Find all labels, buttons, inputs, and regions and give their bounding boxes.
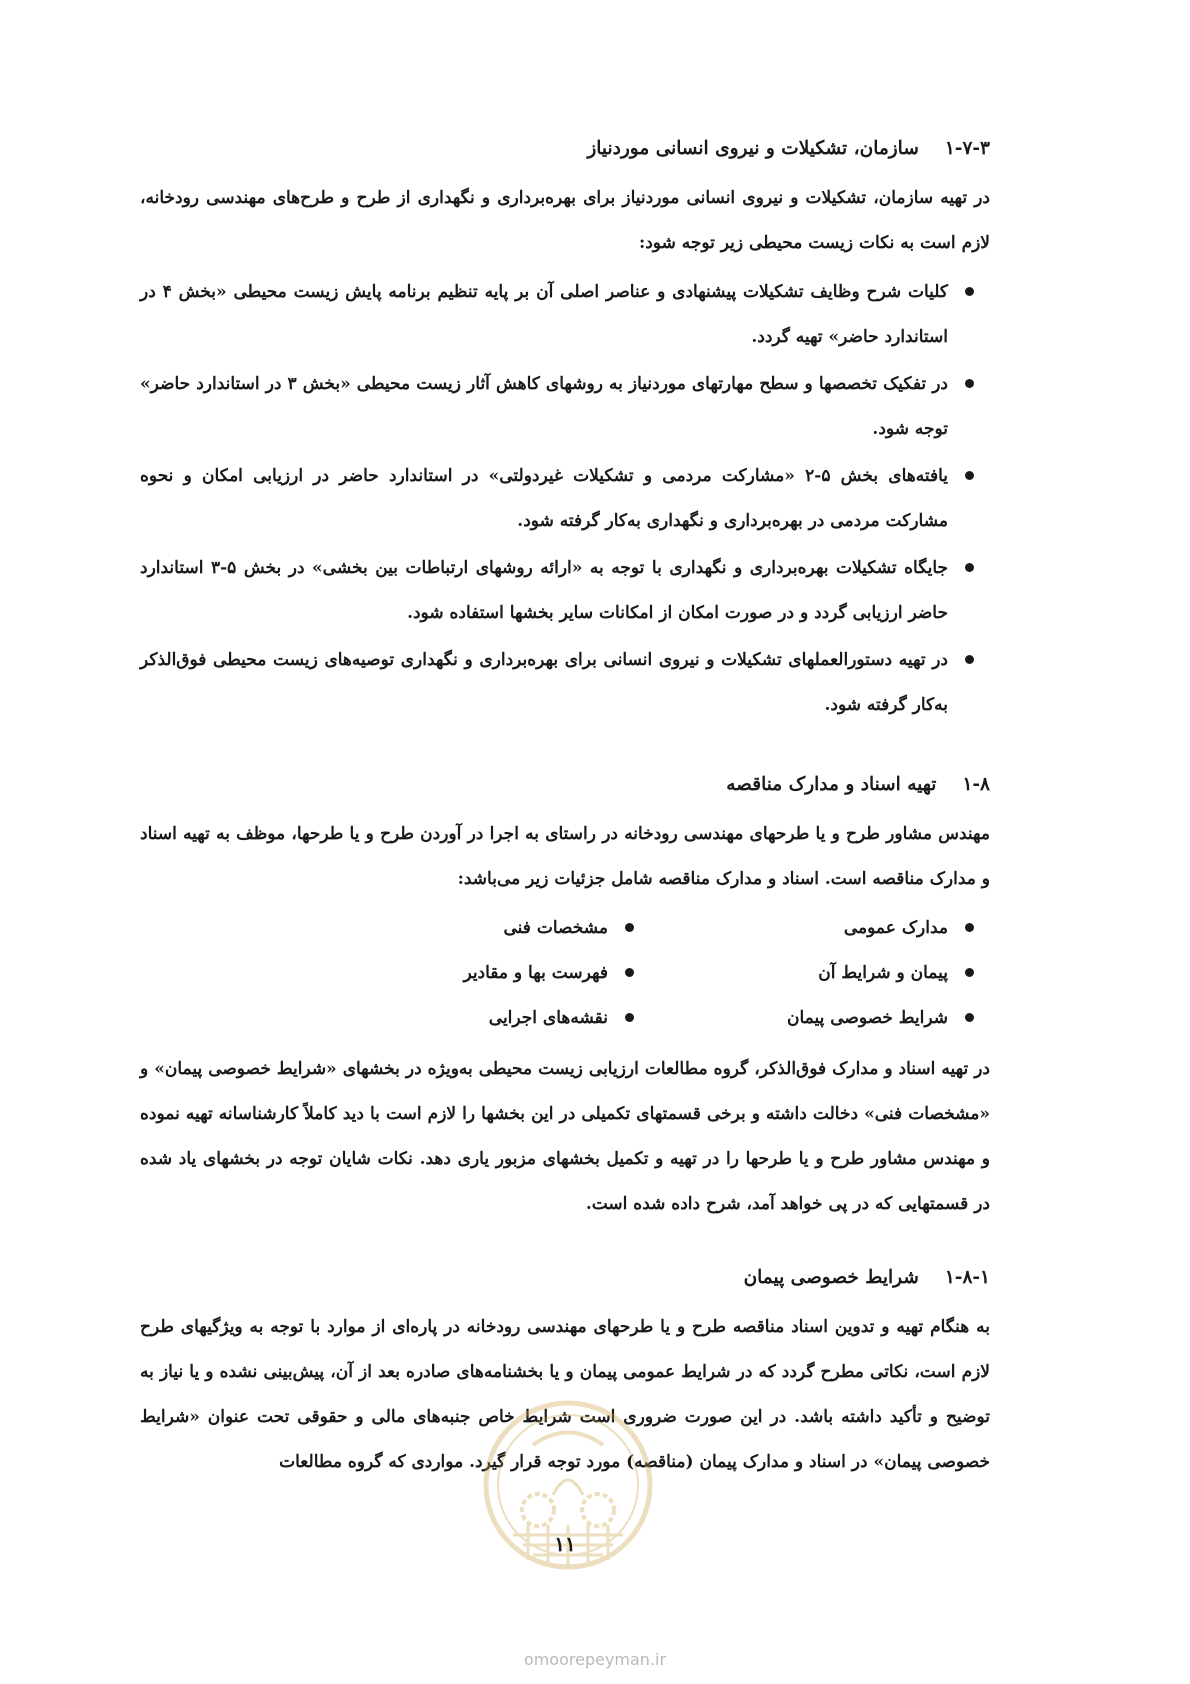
list-item: در تهیه دستورالعملهای تشکیلات و نیروی انسانی برای بهره‌برداری و نگهداری توصیه‌های زیست محیطی فوق‌الذکر به‌کار گرفته شود. [140,638,990,728]
section-title: سازمان، تشکیلات و نیروی انسانی موردنیاز [587,138,919,159]
section-body: به هنگام تهیه و تدوین اسناد مناقصه طرح و یا طرحهای مهندسی رودخانه در پاره‌ای از موارد با توجه به ویژگیهای طرح لازم است، نکاتی مطرح گردد که در شرایط عمومی پیمان و یا بخشنامه‌های صادره بعد از آن، پیش‌بینی نشده و یا نیاز به توضیح و تأکید داشته باشد. در این صورت ضروری است شرایط خاص جنبه‌های مالی و حقوقی تحت عنوان «شرایط خصوصی پیمان» در اسناد و مدارک پیمان (مناقصه) مورد توجه قرار گیرد. مواردی که گروه مطالعات [140,1317,990,1472]
section-number: ۱-۷-۳ [944,138,990,159]
section-intro: در تهیه سازمان، تشکیلات و نیروی انسانی موردنیاز برای بهره‌برداری و نگهداری از طرح و طرح‌های مهندسی رودخانه، لازم است به نکات زیست محیطی زیر توجه شود: [140,188,990,253]
list-item: جایگاه تشکیلات بهره‌برداری و نگهداری با توجه به «ارائه روشهای ارتباطات بین بخشی» در بخش ۵-۳ استاندارد حاضر ارزیابی گردد و در صورت امکان از امکانات سایر بخشها استفاده شود. [140,546,990,636]
section-closing: در تهیه اسناد و مدارک فوق‌الذکر، گروه مطالعات ارزیابی زیست محیطی به‌ویژه در بخشهای «شرایط خصوصی پیمان» و «مشخصات فنی» دخالت داشته و برخی قسمتهای تکمیلی در این بخشها را لازم است با دید کاملاً کارشناسانه تهیه نموده و مهندس مشاور طرح و یا طرحها را در تهیه و تکمیل بخشهای مزبور یاری دهد. نکات شایان توجه در بخشهای یاد شده در قسمتهایی که در پی خواهد آمد، شرح داده شده است. [140,1059,990,1214]
page-number: ۱۱ [554,1532,576,1556]
section-heading-1-8 [140,768,990,802]
document-page [140,132,990,1485]
list-item: مشخصات فنی [310,906,650,951]
bullet-list [140,270,990,728]
list-item: شرایط خصوصی پیمان [650,996,990,1041]
website-watermark: omoorepeyman.ir [523,1650,667,1669]
list-item: در تفکیک تخصصها و سطح مهارتهای موردنیاز به روشهای کاهش آثار زیست محیطی «بخش ۳ در استاندارد حاضر» توجه شود. [140,362,990,452]
list-item: فهرست بها و مقادیر [310,951,650,996]
section-number: ۱-۸ [962,774,990,795]
list-item: مدارک عمومی [650,906,990,951]
list-item: نقشه‌های اجرایی [310,996,650,1041]
section-title: تهیه اسناد و مدارک مناقصه [726,774,937,795]
list-item: کلیات شرح وظایف تشکیلات پیشنهادی و عناصر اصلی آن بر پایه تنظیم برنامه پایش زیست محیطی «بخش ۴ در استاندارد حاضر» تهیه گردد. [140,270,990,360]
list-item: یافته‌های بخش ۵-۲ «مشارکت مردمی و تشکیلات غیردولتی» در استاندارد حاضر در ارزیابی امکان و نحوه مشارکت مردمی در بهره‌برداری و نگهداری به‌کار گرفته شود. [140,454,990,544]
section-intro: مهندس مشاور طرح و یا طرحهای مهندسی رودخانه در راستای به اجرا در آوردن طرح و یا طرحها، موظف به تهیه اسناد و مدارک مناقصه است. اسناد و مدارک مناقصه شامل جزئیات زیر می‌باشد: [140,824,990,889]
tender-documents-list [140,906,990,1041]
section-title: شرایط خصوصی پیمان [743,1267,919,1288]
section-heading-1-8-1 [140,1261,990,1295]
section-heading-1-7-3 [140,132,990,166]
section-number: ۱-۸-۱ [944,1267,990,1288]
list-item: پیمان و شرایط آن [650,951,990,996]
